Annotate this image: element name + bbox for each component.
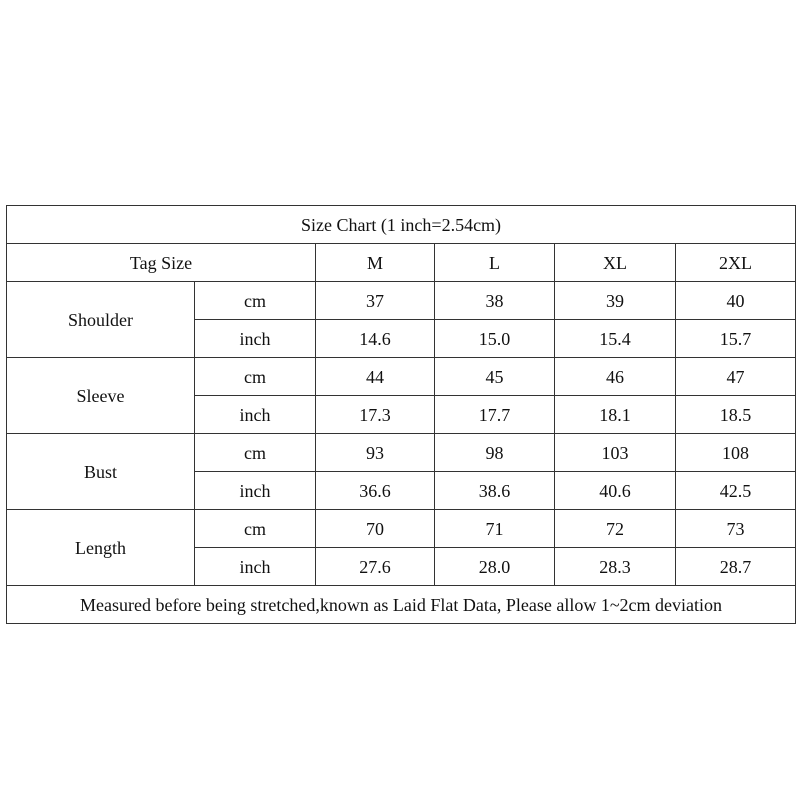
table-cell: 47 [676, 358, 796, 396]
table-cell: 72 [555, 510, 676, 548]
table-cell: 45 [435, 358, 555, 396]
table-cell: 17.7 [435, 396, 555, 434]
size-header-row [7, 244, 796, 282]
table-cell: 15.4 [555, 320, 676, 358]
unit-label: inch [195, 548, 316, 586]
unit-label: cm [195, 510, 316, 548]
unit-label: cm [195, 358, 316, 396]
table-cell: 15.7 [676, 320, 796, 358]
tag-size-label: Tag Size [7, 244, 316, 282]
unit-label: inch [195, 396, 316, 434]
table-cell: 15.0 [435, 320, 555, 358]
measurement-name-shoulder: Shoulder [7, 282, 195, 358]
unit-label: inch [195, 320, 316, 358]
table-cell: 38 [435, 282, 555, 320]
table-cell: 108 [676, 434, 796, 472]
table-cell: 40.6 [555, 472, 676, 510]
chart-title: Size Chart (1 inch=2.54cm) [7, 206, 796, 244]
measurement-name-bust: Bust [7, 434, 195, 510]
deviation-note: Measured before being stretched,known as Laid Flat Data, Please allow 1~2cm deviation [7, 586, 796, 624]
size-header-xl: XL [555, 244, 676, 282]
table-cell: 93 [316, 434, 435, 472]
table-row [7, 282, 796, 320]
table-cell: 103 [555, 434, 676, 472]
measurement-name-length: Length [7, 510, 195, 586]
size-header-m: M [316, 244, 435, 282]
unit-label: cm [195, 282, 316, 320]
table-cell: 40 [676, 282, 796, 320]
size-header-2xl: 2XL [676, 244, 796, 282]
table-cell: 28.0 [435, 548, 555, 586]
table-cell: 28.3 [555, 548, 676, 586]
table-cell: 44 [316, 358, 435, 396]
table-cell: 42.5 [676, 472, 796, 510]
table-row [7, 510, 796, 548]
measurement-name-sleeve: Sleeve [7, 358, 195, 434]
table-row [7, 434, 796, 472]
table-row [7, 358, 796, 396]
table-cell: 27.6 [316, 548, 435, 586]
size-header-l: L [435, 244, 555, 282]
table-cell: 38.6 [435, 472, 555, 510]
table-cell: 71 [435, 510, 555, 548]
table-cell: 39 [555, 282, 676, 320]
table-cell: 14.6 [316, 320, 435, 358]
unit-label: inch [195, 472, 316, 510]
table-cell: 73 [676, 510, 796, 548]
table-cell: 18.1 [555, 396, 676, 434]
table-cell: 36.6 [316, 472, 435, 510]
table-cell: 70 [316, 510, 435, 548]
table-cell: 18.5 [676, 396, 796, 434]
table-cell: 98 [435, 434, 555, 472]
table-cell: 46 [555, 358, 676, 396]
table-cell: 28.7 [676, 548, 796, 586]
table-cell: 17.3 [316, 396, 435, 434]
size-chart-table [6, 205, 796, 624]
unit-label: cm [195, 434, 316, 472]
table-cell: 37 [316, 282, 435, 320]
